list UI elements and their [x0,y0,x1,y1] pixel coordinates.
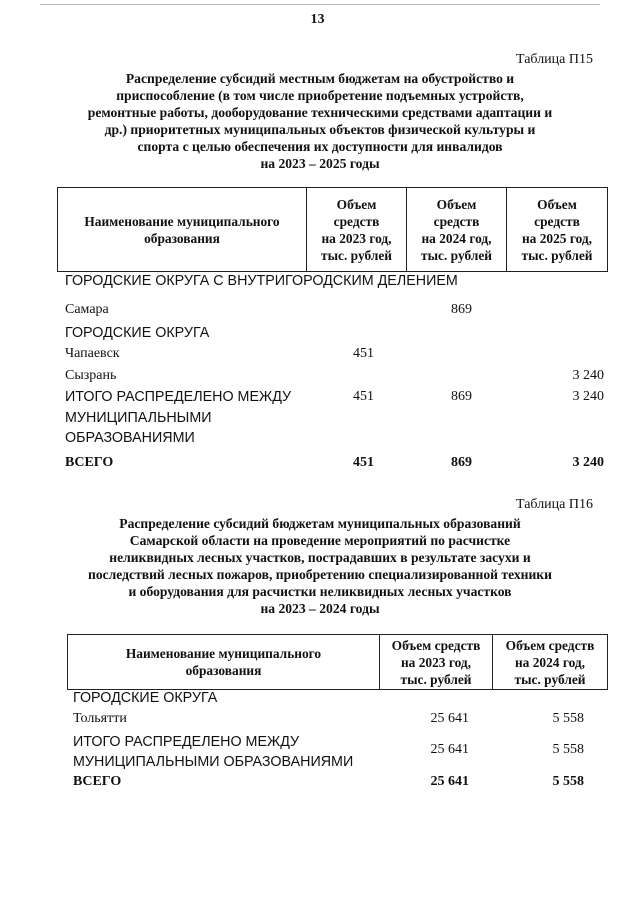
page-number: 13 [310,12,325,27]
row-name-togliatti: Тольятти [73,711,127,726]
header-2024-column: Объем средств на 2024 год, тыс. рублей [493,635,608,690]
title-line: приспособление (в том числе приобретение подъемных устройств, [116,88,524,103]
value-total-2024: 5 558 [552,774,584,789]
value-distributed-2025: 3 240 [572,389,604,404]
table16-caption: Таблица П16 [516,497,593,512]
top-border-line [40,4,600,5]
row-total-label: ВСЕГО [73,774,122,789]
section-label: ГОРОДСКИЕ ОКРУГА С ВНУТРИГОРОДСКИМ ДЕЛЕНИЕМ [65,273,458,289]
value-distributed-2024: 869 [451,389,472,404]
value-chapaevsk-2023: 451 [353,346,374,361]
section-label: ГОРОДСКИЕ ОКРУГА [73,690,218,706]
header-2025-column: Объем средств на 2025 год, тыс. рублей [507,188,608,272]
title-line: др.) приоритетных муниципальных объектов физической культуры и [104,122,536,137]
title-line: неликвидных лесных участков, пострадавших в результате засухи и [109,550,531,565]
header-2024-column: Объем средств на 2024 год, тыс. рублей [407,188,507,272]
row-name-chapaevsk: Чапаевск [65,346,120,361]
header-name-column: Наименование муниципального образования [58,188,307,272]
section-label: ГОРОДСКИЕ ОКРУГА [65,325,210,341]
value-togliatti-2024: 5 558 [552,711,584,726]
title-line: на 2023 – 2025 годы [260,156,380,171]
value-total-2024: 869 [451,455,472,470]
header-2023-column: Объем средств на 2023 год, тыс. рублей [307,188,407,272]
title-line: последствий лесных пожаров, приобретению специализированной техники [88,567,552,582]
row-distributed-label: ИТОГО РАСПРЕДЕЛЕНО МЕЖДУ МУНИЦИПАЛЬНЫМИ ОБРАЗОВАНИЯМИ [65,389,292,446]
title-line: на 2023 – 2024 годы [260,601,380,616]
title-line: ремонтные работы, дооборудование техническими средствами адаптации и [87,105,553,120]
value-distributed-2023: 25 641 [430,742,469,757]
value-total-2023: 25 641 [430,774,469,789]
row-name-syzran: Сызрань [65,368,117,383]
header-2023-column: Объем средств на 2023 год, тыс. рублей [380,635,493,690]
title-line: спорта с целью обеспечения их доступности для инвалидов [137,139,503,154]
value-distributed-2023: 451 [353,389,374,404]
value-total-2023: 451 [353,455,374,470]
row-name-samara: Самара [65,302,109,317]
table15-header [57,187,608,272]
value-syzran-2025: 3 240 [572,368,604,383]
value-total-2025: 3 240 [572,455,604,470]
value-togliatti-2023: 25 641 [430,711,469,726]
row-distributed-label: ИТОГО РАСПРЕДЕЛЕНО МЕЖДУ МУНИЦИПАЛЬНЫМИ ОБРАЗОВАНИЯМИ [73,734,354,770]
table16-title [40,515,600,617]
table15-title [40,70,600,172]
table15-caption: Таблица П15 [516,52,593,67]
row-total-label: ВСЕГО [65,455,114,470]
table16-header [67,634,608,690]
title-line: Распределение субсидий бюджетам муниципальных образований [119,516,521,531]
title-line: Самарской области на проведение мероприятий по расчистке [129,533,511,548]
header-name-column: Наименование муниципального образования [68,635,380,690]
title-line: и оборудования для расчистки неликвидных лесных участков [128,584,512,599]
value-samara-2024: 869 [451,302,472,317]
value-distributed-2024: 5 558 [552,742,584,757]
title-line: Распределение субсидий местным бюджетам на обустройство и [125,71,515,86]
